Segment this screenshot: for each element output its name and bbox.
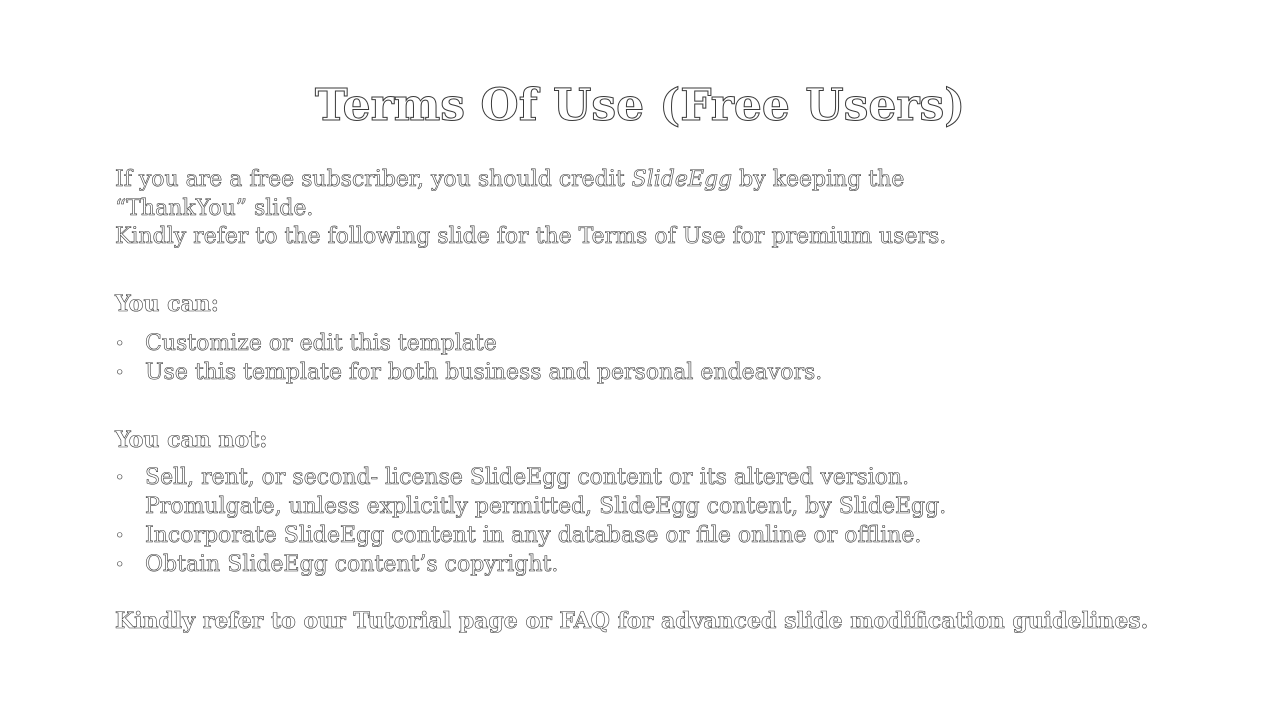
cannot-heading: You can not: [115, 427, 268, 453]
can-item-text: Customize or edit this template [145, 331, 497, 356]
footer-note: Kindly refer to our Tutorial page or FAQ for advanced slide modification guidelines. [115, 608, 1149, 634]
list-item [115, 463, 946, 521]
cannot-item-text: Sell, rent, or second- license SlideEgg content or its altered version. [145, 465, 910, 490]
list-item [115, 521, 946, 550]
intro-line-1-start: If you are a free subscriber, you should credit [115, 167, 632, 192]
brand-name: SlideEgg [631, 167, 733, 192]
list-item [115, 550, 946, 579]
cannot-item-continuation: Promulgate, unless explicitly permitted, SlideEgg content, by SlideEgg. [145, 494, 947, 519]
bullet-icon: • [115, 334, 125, 353]
bullet-icon: • [115, 555, 125, 574]
bullet-icon: • [115, 363, 125, 382]
bullet-icon: • [115, 526, 125, 545]
cannot-list [115, 463, 946, 579]
can-heading: You can: [115, 291, 219, 317]
list-item [115, 358, 822, 387]
bullet-icon: • [115, 468, 125, 487]
can-list [115, 329, 822, 387]
intro-line-3: Kindly refer to the following slide for the Terms of Use for premium users. [115, 224, 947, 249]
intro-line-1-end: by keeping the [732, 167, 905, 192]
intro-line-1 [115, 166, 1215, 195]
cannot-item-text: Incorporate SlideEgg content in any database or file online or offline. [145, 523, 922, 548]
page-title: Terms Of Use (Free Users) [314, 80, 966, 131]
list-item [115, 329, 822, 358]
intro-line-2: “ThankYou” slide. [115, 195, 314, 221]
intro-paragraph [115, 166, 1215, 252]
can-item-text: Use this template for both business and personal endeavors. [145, 360, 823, 385]
cannot-item-text: Obtain SlideEgg content’s copyright. [145, 552, 559, 577]
